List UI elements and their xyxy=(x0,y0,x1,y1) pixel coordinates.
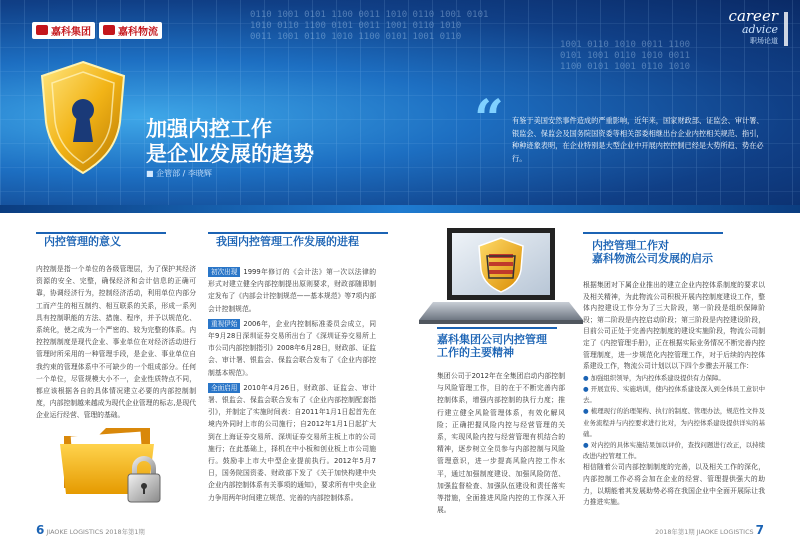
section3-title-line-2: 工作的主要精神 xyxy=(437,346,514,359)
timeline-text: 1999年修订的《会计法》第一次以法律的形式对建立健全内部控制提出原则要求，财政部随即制定发布了《内部会计控制规范——基本规范》等7项内部会计控制规范。 xyxy=(208,268,376,313)
list-item xyxy=(583,440,765,462)
logistics-logo xyxy=(99,22,162,39)
list-item-text: 开展宣传、实施培训，使内控体系建设深入到全体员工意识中去。 xyxy=(583,384,766,405)
list-item xyxy=(583,373,765,384)
section-divider xyxy=(583,232,723,234)
section4-body xyxy=(583,280,765,509)
title-line-1: 加强内控工作 xyxy=(146,116,272,141)
bullet-icon: ● xyxy=(583,440,591,449)
page-number-right: 7 xyxy=(755,523,764,537)
bullet-icon: ● xyxy=(583,373,591,382)
career-accent-bar xyxy=(784,12,788,46)
section3-body: 集团公司于2012年在全集团启动内部控制与风险管理工作，目的在于不断完善内部控制体系，增强内部控制的执行力度；推行建立健全风险管理体系，有效化解风险；正确把握风险内控与经营管理的关系，实现风险内控与经营管理有机结合的精神，逐步树立全员参与内部控制与风险管理意识，进一步提高风险内控工作水平，通过加强制度建设、加强风险防范、加强监督检查、加强队伍建设和责任落实等措施，全面推进风险内控的工作深入开展。 xyxy=(437,372,565,515)
timeline-tag: 初次出现 xyxy=(208,267,240,277)
section-divider xyxy=(36,232,166,234)
logistics-logo-icon xyxy=(103,25,115,35)
intro-paragraph: 有鉴于美国安然事件造成的严重影响，近年来，国家财政部、证监会、审计署、银监会、保监会及国务院国资委等相关部委相继出台企业内控相关规范、指引，种种迹象表明，在企业特别是大型企业中开展内控控制已经是大势所趋、势在必行。 xyxy=(512,116,764,163)
section1-body: 内控制是指一个单位的各级管理层，为了保护其经济资源的安全、完整，确保经济和会计信息的正确可靠，协调经济行为，控制经济活动，利用单位内部分工而产生的相互制约、相互联系的关系，形成一系列具有控制职能的方法、措施、程序，并予以规范化、系统化，使之成为一个严密的、较为完整的体系。内控控制制度是现代企业、事业单位在对经济活动进行管理时所采用的一种管理手段，是企业、事业单位自我约束的管理体系中不可缺少的一个组成部分。任何一个单位，尽管规模大小不一，企业性质特点不同，都应该根据各自的具体情况建立必要的内部控制制度，内部控制越来越成为现代企业管理的标志,是现代企业运行经营、管理的基础。 xyxy=(36,265,196,420)
footer-left xyxy=(36,523,145,537)
timeline-text: 2006年，企业内控制标准委员会成立，同年9月28日深圳证券交易所出台了《深圳证券交易所上市公司内部控制指引》2008年6月28日，财政部、证监会、审计署、银监会、保监会联合发布了《企业内部控制基本规范》。 xyxy=(208,319,376,377)
bullet-icon: ● xyxy=(583,407,591,416)
shield-lock-icon xyxy=(38,60,128,175)
list-item xyxy=(583,384,765,406)
section4-title-line-1: 内控管理工作对 xyxy=(592,239,669,252)
bullet-icon: ● xyxy=(583,384,591,393)
hero-bottom-strip xyxy=(0,205,800,213)
footer-left-text: JIAOKE LOGISTICS 2018年第1期 xyxy=(46,528,145,536)
article-title xyxy=(146,116,314,166)
advice-label: advice xyxy=(741,23,778,36)
section-divider xyxy=(208,232,388,234)
list-item-text: 加强组织领导，为内控体系建设提供有力保障。 xyxy=(590,373,725,382)
hero-banner xyxy=(0,0,800,213)
section1-title: 内控管理的意义 xyxy=(44,235,121,248)
page-number-left: 6 xyxy=(36,523,45,537)
section2-body xyxy=(208,266,376,504)
footer-right-text: 2018年第1期 JIAOKE LOGISTICS xyxy=(655,528,754,536)
group-logo xyxy=(32,22,95,39)
section4-paragraph: 根据集团对下属企业推出的建立企业内控体系制度的要求以及相关精神，为此物流公司积极开展内控制度建设工作，整体内控建设工作分为了三大阶段，第一阶段是组织保障阶段；第二阶段是内控启动阶段；第三阶段是内控建设阶段，目前公司正处于完善内控制度的建设实施阶段，物流公司制定了《内控管理手册》，正在根据实际业务情况不断完善内控管理制度，进一步规范化内控管理工作，对于后续的内控体系建设工作，物流公司计划以以下四个步骤去开展工作： xyxy=(583,281,765,371)
logo-bar xyxy=(32,22,162,38)
laptop-shield-icon xyxy=(415,222,585,337)
section2-title: 我国内控管理工作发展的进程 xyxy=(216,235,359,248)
section4-title-line-2: 嘉科物流公司发展的启示 xyxy=(592,252,713,265)
list-item xyxy=(583,406,765,440)
byline: ■ 企管部 / 李晓辉 xyxy=(146,169,212,178)
quote-icon: “ xyxy=(474,89,504,150)
group-logo-icon xyxy=(36,25,48,35)
binary-decoration: 1001 0110 1010 0011 1100 0101 1001 0110 1010 0011 1100 0101 1001 0110 1010 xyxy=(560,40,691,72)
section-cn-label: 职场论道 xyxy=(750,37,778,45)
section3-title-line-1: 嘉科集团公司内控管理 xyxy=(437,333,547,346)
section4-closing: 相信随着公司内部控制制度的完善，以及相关工作的深化，内部控制工作必将会加在企业的经营、管理提供强大的助力，以期能着其发展助势必将在我国企业中全面开展际让我力推进实施。 xyxy=(583,463,765,507)
group-logo-text: 嘉科集团 xyxy=(51,26,91,38)
list-item-text: 对内控的具体实施结果加以评价，查找问题进行改正，以持续改进内控管理工作。 xyxy=(583,440,766,461)
timeline-text: 2010年4月26日，财政部、证监会、审计署、银监会、保监会联合发布了《企业内部控制配套指引》，并制定了实施时间表：自2011年1月1日起首先在境内外同时上市的公司施行；自2012年1月1日起扩大到在上海证券交易所、深圳证券交易所主板上市的公司施行；在此基础上，择机在中小板和创业板上市公司施行。鼓励非上市大中型企业提前执行。2012年5月7日，国务院国资委、财政部下发了《关于加快构建中央企业内部控制体系有关事项的通知》，要求所有中央企业力争用两年时间建立规范、完善的内部控制体系。 xyxy=(208,383,376,502)
list-item-text: 梳理现行的治理架构、执行的制度、管理办法，规范性文件及业务流程并与内控要求进行比对，为内控体系建设提供详实的基础。 xyxy=(583,407,766,438)
title-line-2: 是企业发展的趋势 xyxy=(146,141,314,166)
binary-decoration: 0110 1001 0101 1100 0011 1010 0110 1001 0101 1010 0110 1100 0101 0011 1001 0110 1010 0011 1001 0110 1010 1100 0101 1001 0110 xyxy=(250,10,489,42)
timeline-tag: 全面启用 xyxy=(208,383,240,393)
footer-right xyxy=(655,523,764,537)
folder-lock-icon xyxy=(58,414,178,514)
logistics-logo-text: 嘉科物流 xyxy=(118,26,158,38)
section3-title-box xyxy=(437,327,557,363)
section4-title xyxy=(592,239,713,265)
section4-bullets xyxy=(583,373,765,463)
timeline-tag: 重视伊始 xyxy=(208,319,240,329)
section-label xyxy=(729,8,778,46)
career-label: career xyxy=(728,7,778,25)
